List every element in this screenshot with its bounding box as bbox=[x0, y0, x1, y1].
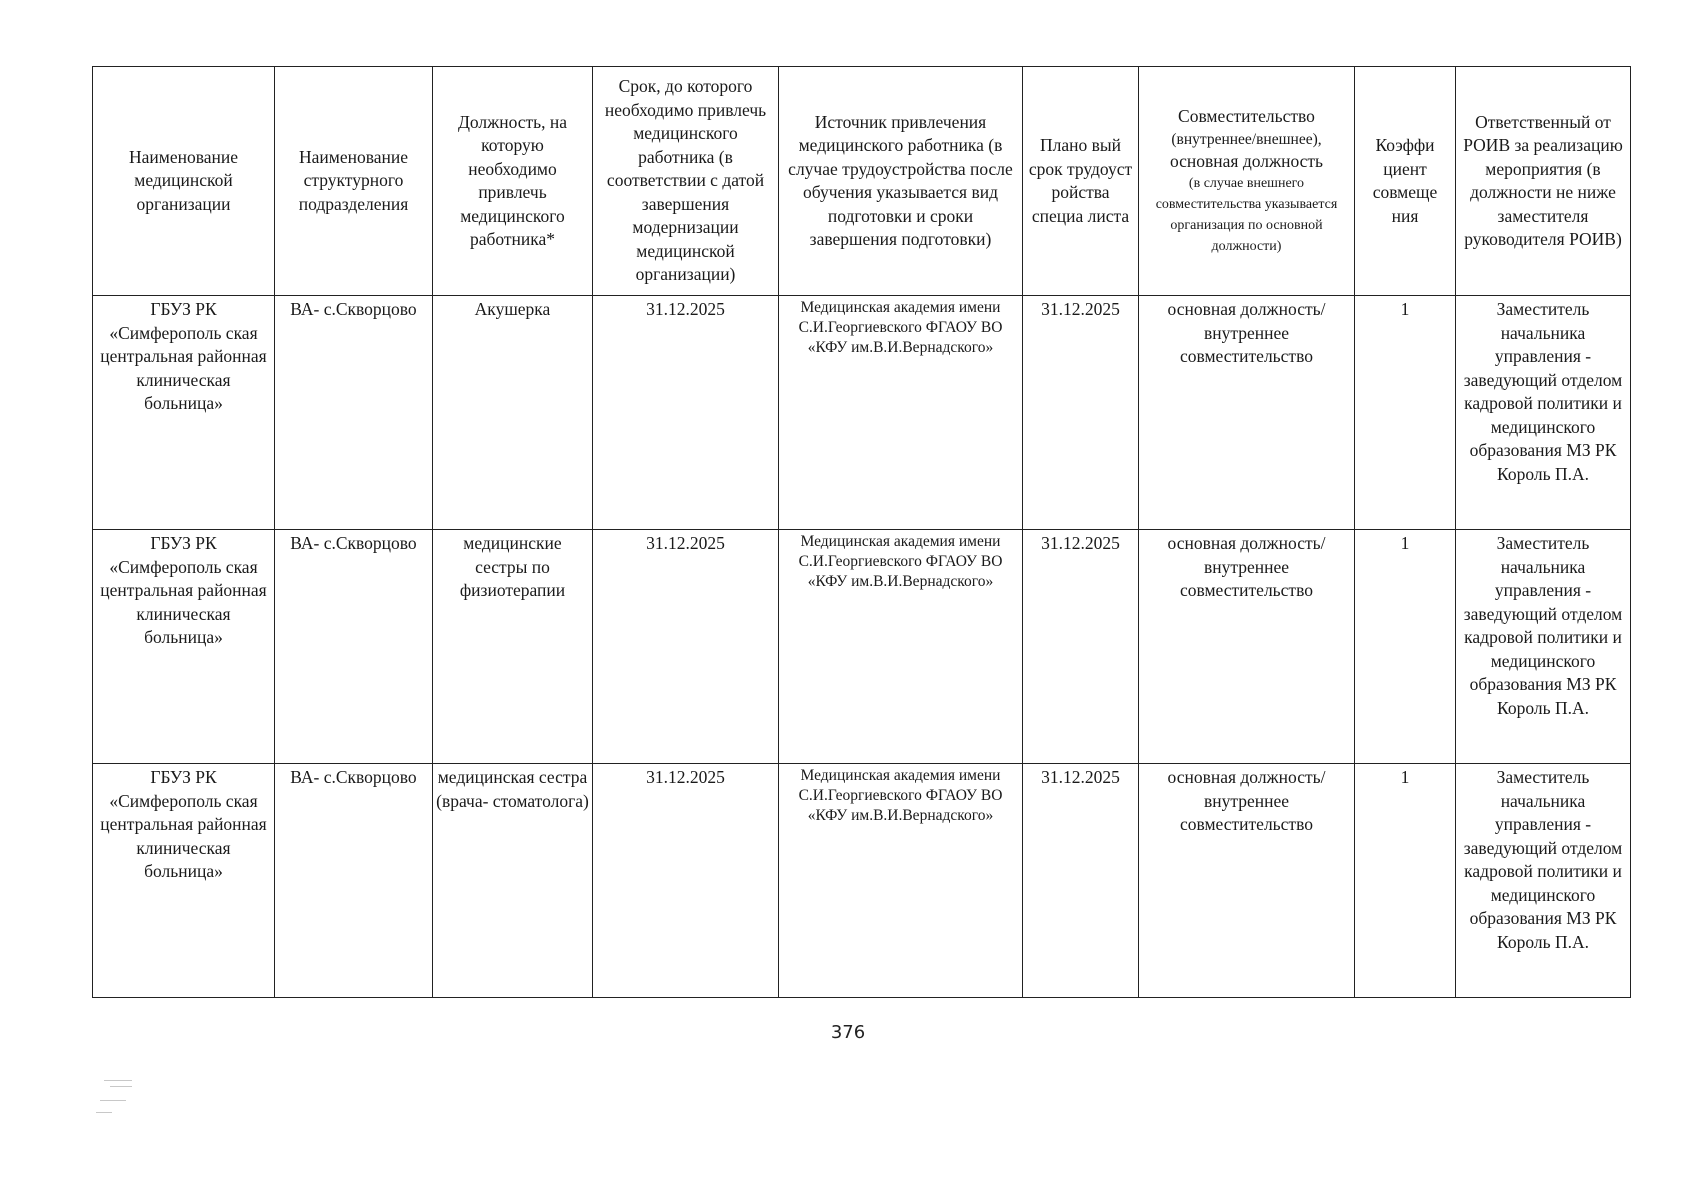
page-number: 376 bbox=[830, 1022, 866, 1043]
table-row bbox=[93, 530, 1631, 764]
cell-responsible: Заместитель начальника управления - заведующий отделом кадровой политики и медицинского образования МЗ РК Король П.А. bbox=[1456, 530, 1631, 764]
header-position: Должность, на которую необходимо привлечь медицинского работника* bbox=[433, 67, 593, 296]
table-row bbox=[93, 296, 1631, 530]
cell-combination: основная должность/ внутреннее совместительство bbox=[1139, 296, 1355, 530]
staffing-table bbox=[92, 66, 1631, 998]
scan-artifact bbox=[100, 1100, 126, 1101]
header-coefficient: Коэффи циент совмеще ния bbox=[1355, 67, 1456, 296]
header-row bbox=[93, 67, 1631, 296]
cell-combination: основная должность/ внутреннее совместительство bbox=[1139, 764, 1355, 998]
cell-position: Акушерка bbox=[433, 296, 593, 530]
cell-planned-date: 31.12.2025 bbox=[1023, 764, 1139, 998]
cell-planned-date: 31.12.2025 bbox=[1023, 530, 1139, 764]
header-division: Наименование структурного подразделения bbox=[275, 67, 433, 296]
header-source: Источник привлечения медицинского работника (в случае трудоустройства после обучения указывается вид подготовки и сроки завершения подготовки) bbox=[779, 67, 1023, 296]
cell-organization: ГБУЗ РК «Симферополь ская центральная районная клиническая больница» bbox=[93, 764, 275, 998]
cell-responsible: Заместитель начальника управления - заведующий отделом кадровой политики и медицинского образования МЗ РК Король П.А. bbox=[1456, 296, 1631, 530]
header-organization: Наименование медицинской организации bbox=[93, 67, 275, 296]
cell-source: Медицинская академия имени С.И.Георгиевского ФГАОУ ВО «КФУ им.В.И.Вернадского» bbox=[779, 296, 1023, 530]
cell-organization: ГБУЗ РК «Симферополь ская центральная районная клиническая больница» bbox=[93, 296, 275, 530]
header-combination-line2: основная должность bbox=[1169, 150, 1324, 171]
scan-artifact bbox=[110, 1086, 132, 1087]
cell-deadline: 31.12.2025 bbox=[593, 764, 779, 998]
cell-position: медицинская сестра (врача- стоматолога) bbox=[433, 764, 593, 998]
header-deadline: Срок, до которого необходимо привлечь медицинского работника (в соответствии с датой завершения модернизации медицинской организации) bbox=[593, 67, 779, 296]
header-combination-title: Совместительство bbox=[1178, 106, 1315, 126]
header-responsible: Ответственный от РОИВ за реализацию мероприятия (в должности не ниже заместителя руководителя РОИВ) bbox=[1456, 67, 1631, 296]
header-planned-date: Плано вый срок трудоуст ройства специа листа bbox=[1023, 67, 1139, 296]
cell-division: ВА- с.Скворцово bbox=[275, 764, 433, 998]
cell-combination: основная должность/ внутреннее совместительство bbox=[1139, 530, 1355, 764]
header-combination-line1: (внутреннее/внешнее), bbox=[1171, 130, 1322, 148]
cell-source: Медицинская академия имени С.И.Георгиевского ФГАОУ ВО «КФУ им.В.И.Вернадского» bbox=[779, 764, 1023, 998]
cell-division: ВА- с.Скворцово bbox=[275, 530, 433, 764]
cell-coefficient: 1 bbox=[1355, 530, 1456, 764]
header-combination-note: (в случае внешнего совместительства указывается организация по основной должности) bbox=[1155, 176, 1338, 254]
scan-artifact bbox=[96, 1112, 112, 1113]
cell-division: ВА- с.Скворцово bbox=[275, 296, 433, 530]
table-header bbox=[93, 67, 1631, 296]
cell-position: медицинские сестры по физиотерапии bbox=[433, 530, 593, 764]
cell-coefficient: 1 bbox=[1355, 296, 1456, 530]
cell-deadline: 31.12.2025 bbox=[593, 296, 779, 530]
cell-coefficient: 1 bbox=[1355, 764, 1456, 998]
cell-organization: ГБУЗ РК «Симферополь ская центральная районная клиническая больница» bbox=[93, 530, 275, 764]
scan-artifact bbox=[104, 1080, 132, 1081]
header-combination bbox=[1139, 67, 1355, 296]
cell-responsible: Заместитель начальника управления - заведующий отделом кадровой политики и медицинского образования МЗ РК Король П.А. bbox=[1456, 764, 1631, 998]
cell-planned-date: 31.12.2025 bbox=[1023, 296, 1139, 530]
cell-deadline: 31.12.2025 bbox=[593, 530, 779, 764]
table-body bbox=[93, 296, 1631, 998]
table-row bbox=[93, 764, 1631, 998]
cell-source: Медицинская академия имени С.И.Георгиевского ФГАОУ ВО «КФУ им.В.И.Вернадского» bbox=[779, 530, 1023, 764]
